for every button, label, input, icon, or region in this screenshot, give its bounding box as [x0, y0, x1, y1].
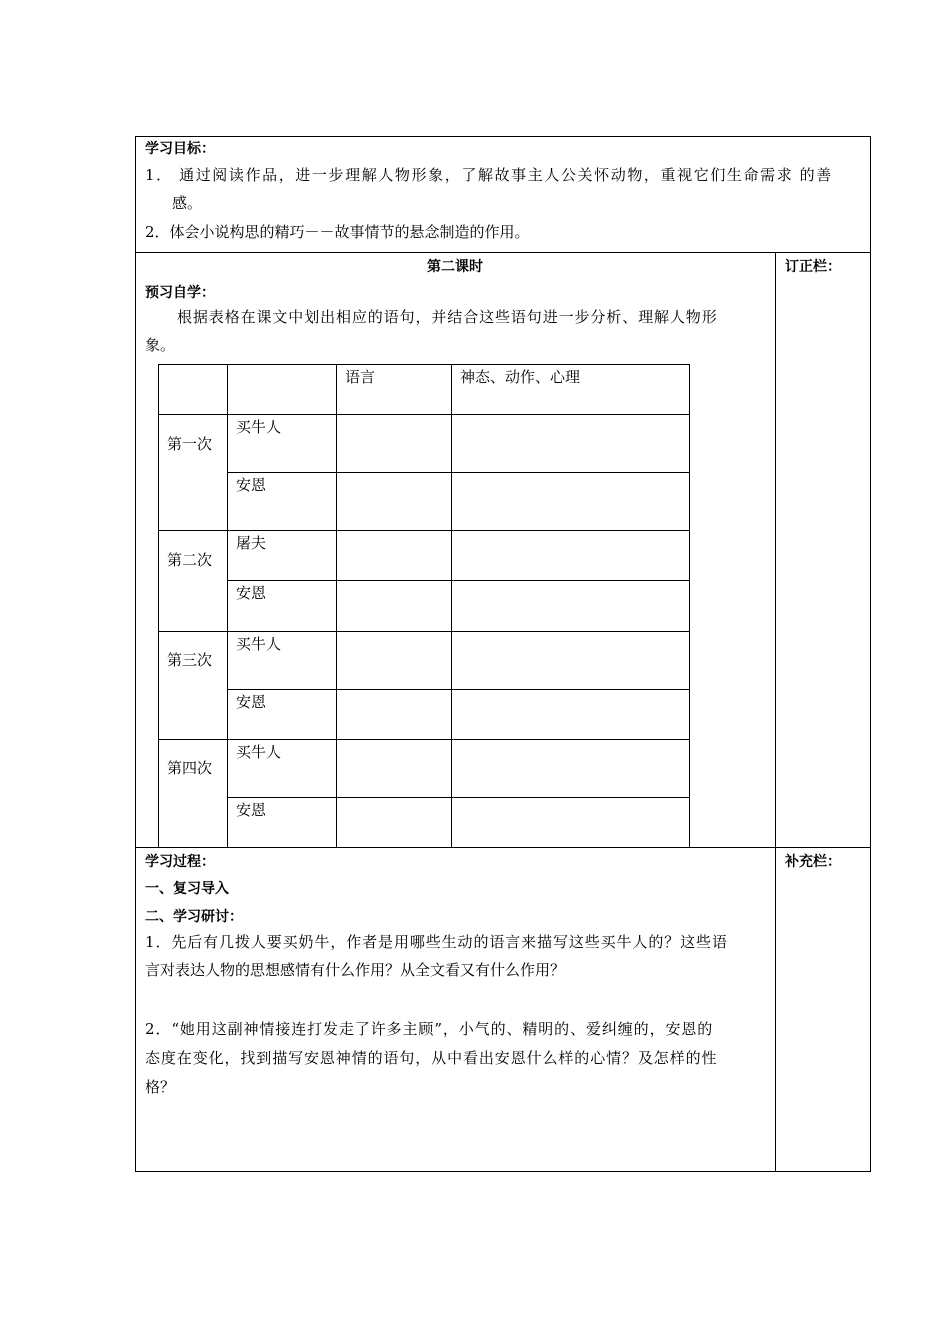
table-row-person: 买牛人 [236, 743, 282, 761]
table-group-divider-3 [158, 739, 690, 740]
section-review-heading: 一、复习导入 [145, 881, 229, 897]
table-row-divider-2 [227, 580, 690, 581]
table-row-person: 买牛人 [236, 418, 282, 436]
process-heading: 学习过程： [145, 854, 215, 870]
preview-heading: 预习自学： [145, 285, 215, 301]
question-2: 2．“她用这副神情接连打发走了许多主顾”，小气的、精明的、爱纠缠的，安恩的 [145, 1020, 714, 1038]
table-row-person: 买牛人 [236, 635, 282, 653]
lesson-title: 第二课时 [427, 259, 483, 275]
table-row-person: 屠夫 [236, 534, 267, 552]
table-row-person: 安恩 [236, 801, 267, 819]
objective-item-1: 1． 通过阅读作品，进一步理解人物形象，了解故事主人公关怀动物，重视它们生命需求 的善 [145, 166, 833, 184]
frame-top-border [135, 136, 871, 137]
table-divider-1 [227, 364, 228, 848]
table-divider-3 [451, 364, 452, 848]
supplement-column-label: 补充栏： [785, 854, 841, 870]
table-border-right [689, 364, 690, 848]
preview-instruction: 根据表格在课文中划出相应的语句，并结合这些语句进一步分析、理解人物形 [177, 308, 718, 326]
table-group-label: 第三次 [167, 651, 213, 669]
table-group-label: 第一次 [167, 435, 213, 453]
table-group-label: 第二次 [167, 551, 213, 569]
table-header-language: 语言 [345, 368, 376, 386]
frame-right-border [870, 136, 871, 1172]
table-group-label: 第四次 [167, 759, 213, 777]
question-2-end: 格？ [145, 1078, 176, 1096]
preview-instruction-continued: 象。 [145, 336, 176, 354]
table-header-expression: 神态、动作、心理 [460, 368, 581, 386]
table-row-divider-3 [227, 689, 690, 690]
table-border-top [158, 364, 690, 365]
table-row-divider-1 [227, 472, 690, 473]
question-1-continued: 言对表达人物的思想感情有什么作用？从全文看又有什么作用？ [145, 961, 566, 979]
frame-side-column-divider [775, 252, 776, 1172]
table-row-person: 安恩 [236, 476, 267, 494]
question-2-continued: 态度在变化，找到描写安恩神情的语句，从中看出安恩什么样的心情？及怎样的性 [145, 1049, 718, 1067]
table-divider-2 [336, 364, 337, 848]
table-group-divider-1 [158, 530, 690, 531]
frame-bottom-border [135, 1171, 871, 1172]
table-header-bottom [158, 414, 690, 415]
table-group-divider-2 [158, 631, 690, 632]
section-discussion-heading: 二、学习研讨： [145, 909, 243, 925]
correction-column-label: 订正栏： [785, 259, 841, 275]
question-1: 1．先后有几拨人要买奶牛，作者是用哪些生动的语言来描写这些买牛人的？这些语 [145, 933, 728, 951]
table-row-person: 安恩 [236, 584, 267, 602]
table-border-left [158, 364, 159, 848]
frame-divider-process [135, 847, 871, 848]
objective-item-2: 2．体会小说构思的精巧－－故事情节的悬念制造的作用。 [145, 223, 530, 241]
table-row-divider-4 [227, 797, 690, 798]
objective-item-1-continued: 感。 [172, 194, 203, 212]
frame-left-border [135, 136, 136, 1172]
frame-divider-objectives [135, 252, 871, 253]
table-row-person: 安恩 [236, 693, 267, 711]
objectives-heading: 学习目标： [145, 141, 215, 157]
